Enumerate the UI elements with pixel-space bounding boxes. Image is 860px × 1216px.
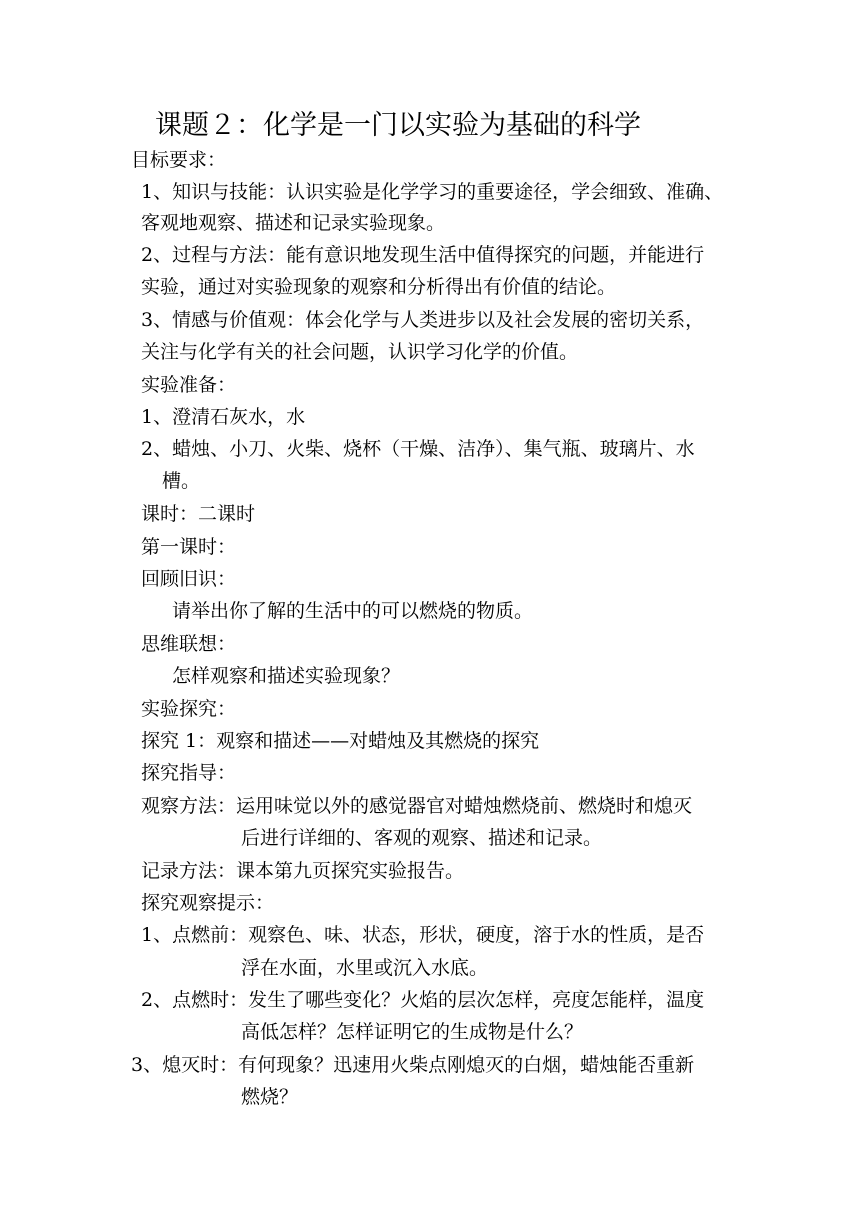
- tips-heading: 探究观察提示：: [141, 892, 275, 914]
- method-line-1: 观察方法：运用味觉以外的感觉器官对蜡烛燃烧前、燃烧时和熄灭: [141, 795, 693, 817]
- record-method: 记录方法：课本第九页探究实验报告。: [141, 860, 465, 882]
- prep-item-2-line-2: 槽。: [162, 470, 201, 492]
- goal-heading: 目标要求：: [131, 149, 227, 171]
- prep-item-2-line-1: 2、蜡烛、小刀、火柴、烧杯（干燥、洁净）、集气瓶、玻璃片、水: [141, 438, 695, 460]
- tip-3-line-2: 燃烧？: [241, 1086, 299, 1108]
- prep-heading: 实验准备：: [141, 374, 237, 396]
- tip-2-line-1: 2、点燃时：发生了哪些变化？火焰的层次怎样，亮度怎能样，温度: [141, 989, 705, 1011]
- goal-3-line-2: 关注与化学有关的社会问题，认识学习化学的价值。: [141, 341, 579, 363]
- goal-2-line-1: 2、过程与方法：能有意识地发现生活中值得探究的问题，并能进行: [141, 244, 705, 266]
- goal-3-line-1: 3、情感与价值观：体会化学与人类进步以及社会发展的密切关系，: [141, 309, 705, 331]
- explore-1: 探究 1：观察和描述——对蜡烛及其燃烧的探究: [141, 730, 540, 752]
- goal-1-line-1: 1、知识与技能：认识实验是化学学习的重要途径，学会细致、准确、: [141, 181, 724, 203]
- tip-2-line-2: 高低怎样？怎样证明它的生成物是什么？: [241, 1021, 584, 1043]
- lesson-hours: 课时：二课时: [141, 503, 256, 525]
- guide-heading: 探究指导：: [141, 762, 237, 784]
- explore-heading: 实验探究：: [141, 698, 237, 720]
- think-text: 怎样观察和描述实验现象？: [172, 665, 401, 687]
- goal-2-line-2: 实验，通过对实验现象的观察和分析得出有价值的结论。: [141, 276, 617, 298]
- first-lesson: 第一课时：: [141, 536, 237, 558]
- review-text: 请举出你了解的生活中的可以燃烧的物质。: [172, 600, 534, 622]
- prep-item-1: 1、澄清石灰水，水: [141, 406, 306, 428]
- document-title: 课题２：化学是一门以实验为基础的科学: [155, 110, 641, 141]
- tip-1-line-1: 1、点燃前：观察色、味、状态，形状，硬度，溶于水的性质，是否: [141, 924, 705, 946]
- tip-3-line-1: 3、熄灭时：有何现象？迅速用火柴点刚熄灭的白烟，蜡烛能否重新: [131, 1054, 695, 1076]
- review-heading: 回顾旧识：: [141, 568, 237, 590]
- goal-1-line-2: 客观地观察、描述和记录实验现象。: [141, 212, 446, 234]
- method-line-2: 后进行详细的、客观的观察、描述和记录。: [241, 827, 603, 849]
- tip-1-line-2: 浮在水面，水里或沉入水底。: [241, 957, 489, 979]
- think-heading: 思维联想：: [141, 633, 237, 655]
